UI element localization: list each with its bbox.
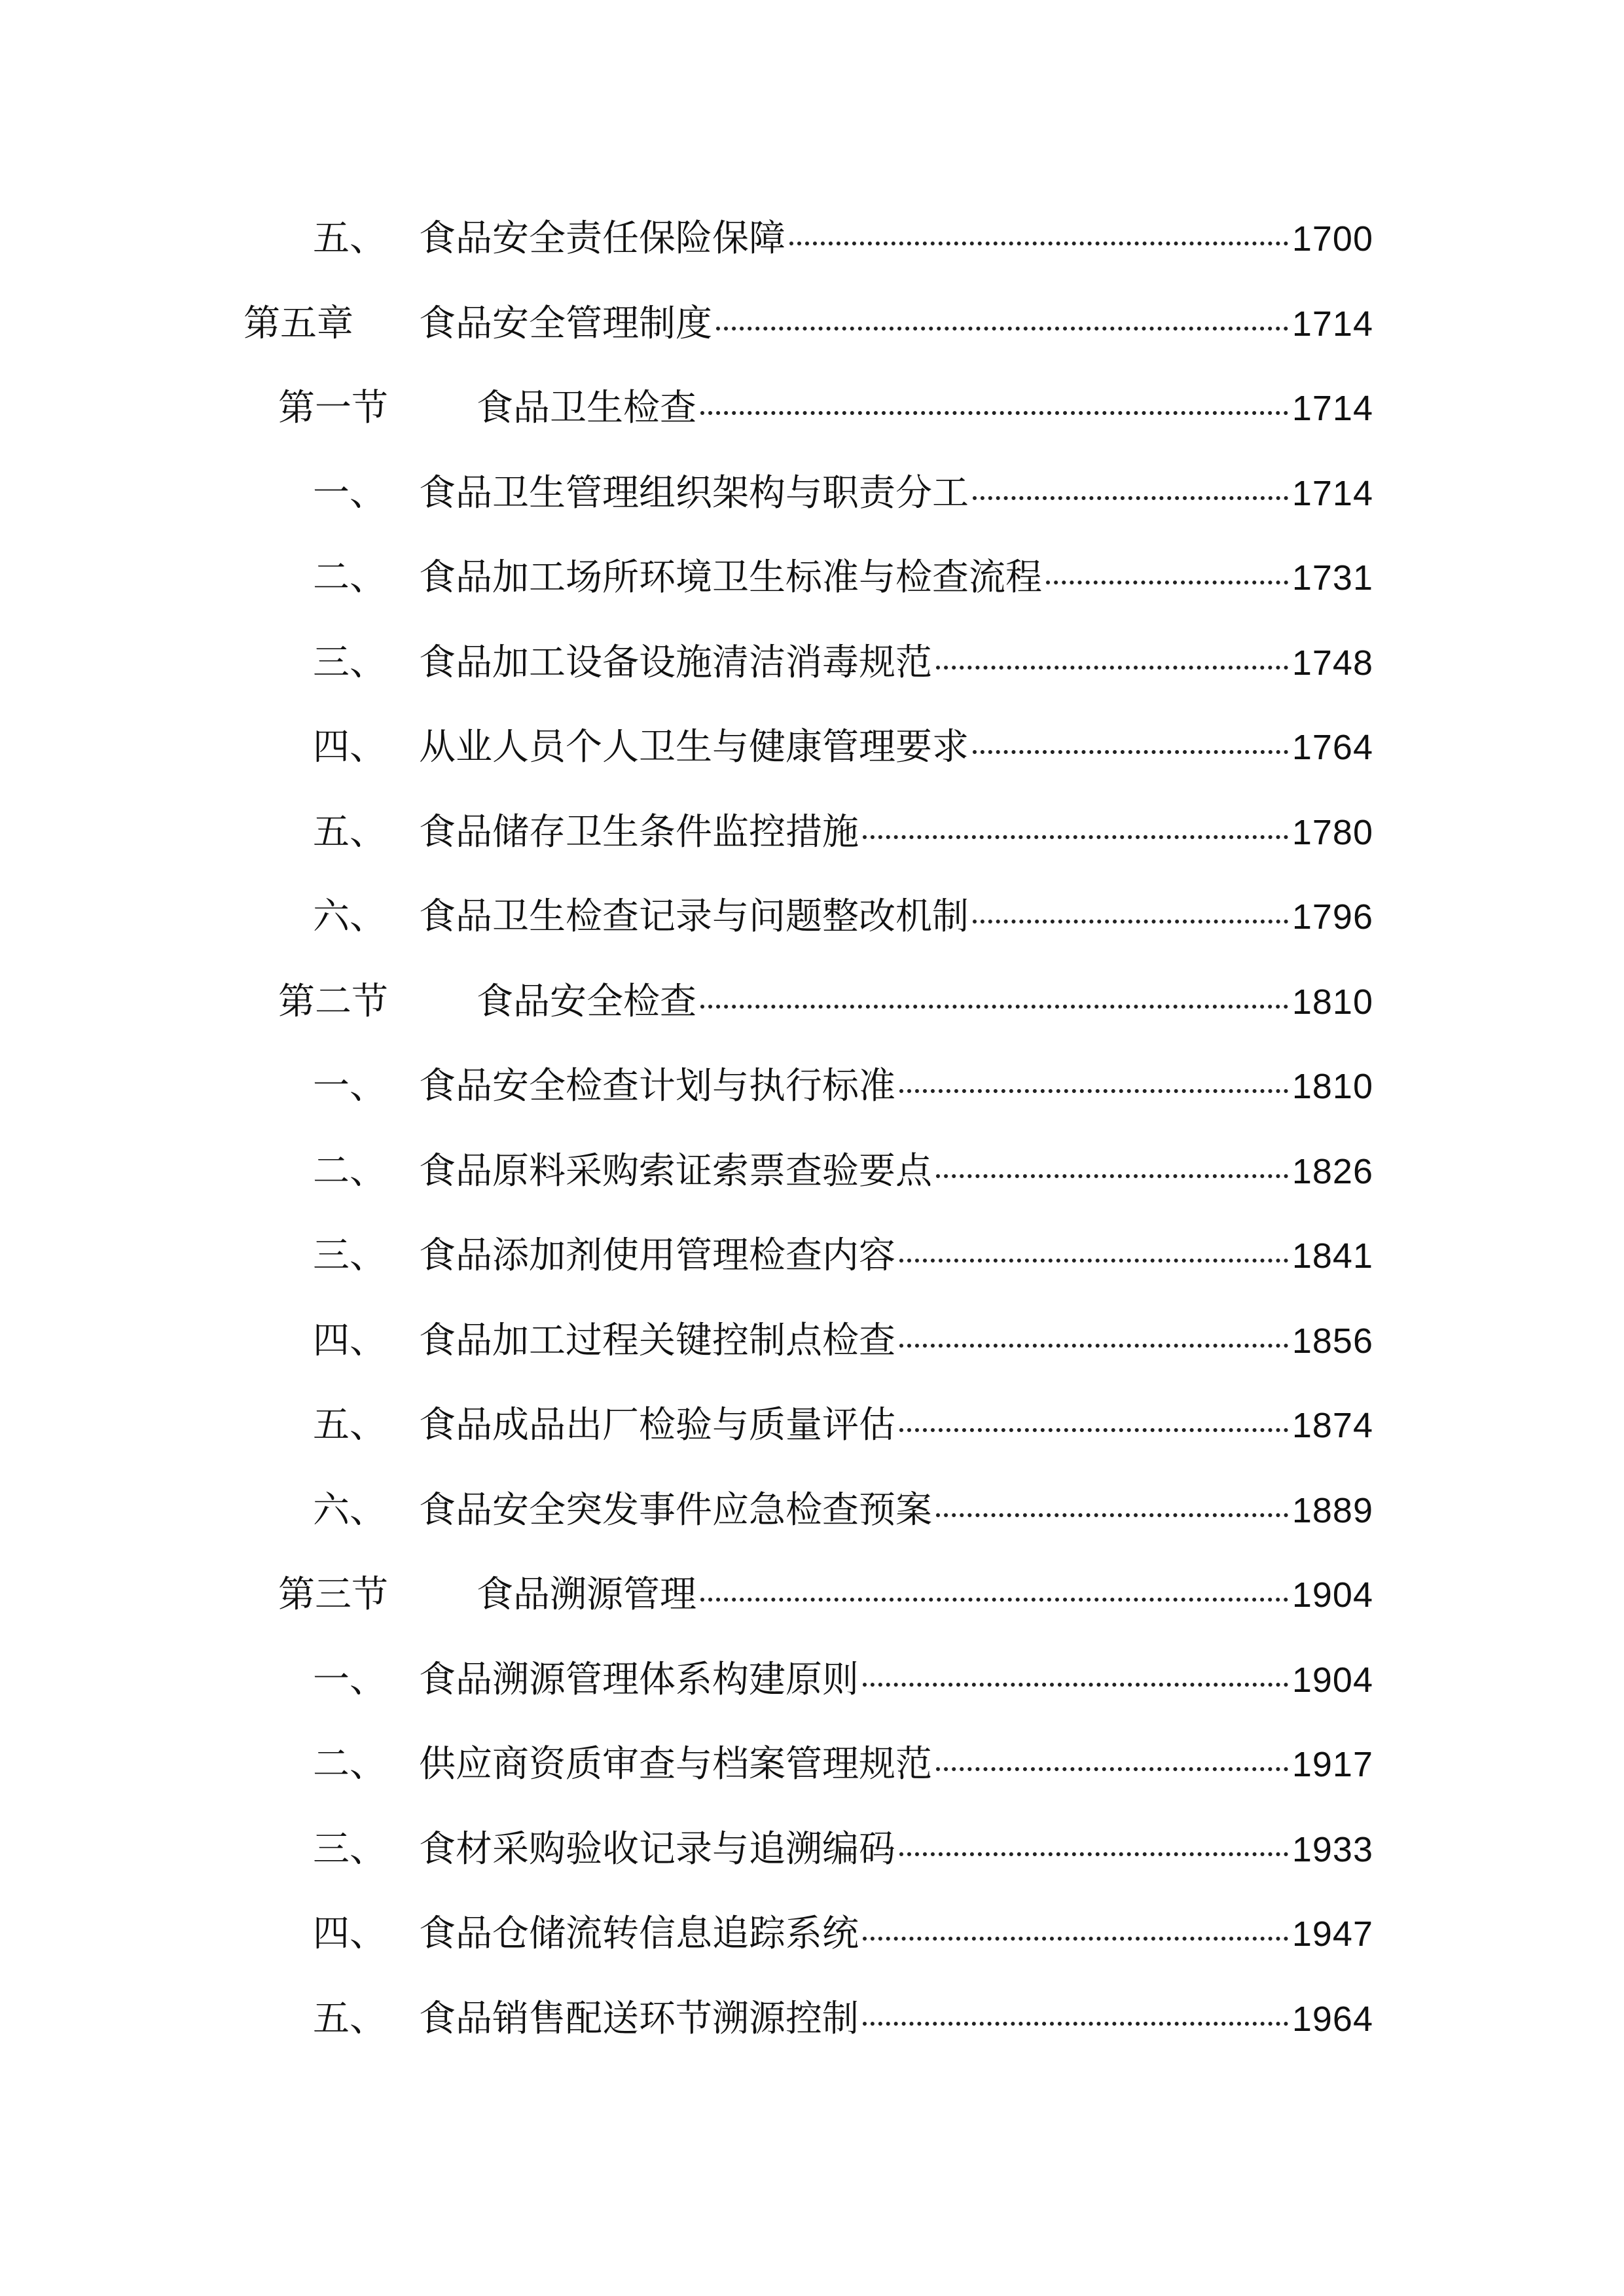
toc-dot-leader	[863, 1683, 1288, 1687]
toc-entry-label: 四、	[313, 726, 386, 768]
toc-entry-title: 食品销售配送环节溯源控制	[419, 1998, 859, 2040]
toc-entry-row	[477, 372, 1373, 444]
toc-entry[interactable]	[0, 1390, 1624, 1462]
toc-entry-page-number: 1904	[1291, 1575, 1373, 1615]
toc-entry-page-number: 1841	[1291, 1236, 1373, 1276]
toc-entry-title: 供应商资质审查与档案管理规范	[419, 1743, 932, 1785]
toc-entry-label: 第一节	[278, 387, 388, 429]
toc-entry[interactable]	[0, 288, 1624, 360]
toc-entry-label: 二、	[313, 1150, 386, 1193]
toc-entry-title: 从业人员个人卫生与健康管理要求	[419, 726, 969, 768]
toc-entry-label: 四、	[313, 1912, 386, 1955]
toc-entry-title: 食品安全检查	[477, 980, 696, 1023]
toc-entry-row	[477, 1559, 1373, 1631]
toc-entry-title: 食品储存卫生条件监控措施	[419, 811, 859, 853]
toc-entry[interactable]	[0, 1983, 1624, 2055]
toc-entry-row	[419, 457, 1373, 529]
toc-entry-label: 三、	[313, 1828, 386, 1871]
toc-entry-row	[419, 1220, 1373, 1292]
toc-entry[interactable]	[0, 1220, 1624, 1292]
toc-entry-label: 一、	[313, 1065, 386, 1107]
toc-entry-label: 二、	[313, 556, 386, 599]
toc-entry-page-number: 1947	[1291, 1914, 1373, 1954]
toc-entry[interactable]	[0, 1559, 1624, 1631]
toc-dot-leader	[973, 496, 1288, 500]
toc-entry-label: 三、	[313, 1234, 386, 1277]
toc-dot-leader	[899, 1089, 1288, 1093]
toc-dot-leader	[789, 242, 1288, 245]
toc-entry-page-number: 1764	[1291, 728, 1373, 767]
toc-entry-label: 五、	[313, 1404, 386, 1446]
toc-entry-title: 食品仓储流转信息追踪系统	[419, 1912, 859, 1955]
toc-entry-label: 二、	[313, 1743, 386, 1785]
toc-dot-leader	[700, 1598, 1288, 1602]
toc-entry-row	[419, 1983, 1373, 2055]
toc-entry-row	[419, 1050, 1373, 1122]
toc-dot-leader	[936, 1174, 1288, 1178]
toc-entry-title: 食品添加剂使用管理检查内容	[419, 1234, 895, 1277]
toc-dot-leader	[899, 1259, 1288, 1263]
toc-dot-leader	[936, 666, 1288, 670]
toc-entry-label: 五、	[313, 1998, 386, 2040]
toc-entry[interactable]	[0, 711, 1624, 783]
toc-dot-leader	[863, 835, 1288, 839]
toc-entry-title: 食品加工过程关键控制点检查	[419, 1319, 895, 1362]
toc-entry-title: 食品卫生检查	[477, 387, 696, 429]
toc-entry-page-number: 1748	[1291, 643, 1373, 683]
toc-entry-title: 食品安全突发事件应急检查预案	[419, 1489, 932, 1532]
toc-entry-title: 食品卫生检查记录与问题整改机制	[419, 895, 969, 938]
toc-entry-page-number: 1714	[1291, 389, 1373, 428]
toc-dot-leader	[936, 1513, 1288, 1517]
toc-entry-label: 一、	[313, 472, 386, 514]
toc-dot-leader	[899, 1344, 1288, 1348]
toc-dot-leader	[700, 411, 1288, 415]
toc-entry[interactable]	[0, 797, 1624, 869]
toc-entry-label: 三、	[313, 641, 386, 684]
toc-entry-row	[419, 627, 1373, 699]
toc-entry[interactable]	[0, 203, 1624, 275]
toc-entry-page-number: 1714	[1291, 304, 1373, 344]
toc-entry-row	[419, 1475, 1373, 1547]
toc-entry-label: 五、	[313, 217, 386, 260]
toc-entry-label: 四、	[313, 1319, 386, 1362]
toc-entry-title: 食品原料采购索证索票查验要点	[419, 1150, 932, 1193]
toc-entry[interactable]	[0, 1814, 1624, 1886]
toc-entry-title: 食品溯源管理	[477, 1573, 696, 1616]
toc-entry-row	[419, 288, 1373, 360]
toc-entry[interactable]	[0, 1898, 1624, 1970]
toc-entry-page-number: 1874	[1291, 1406, 1373, 1445]
toc-dot-leader	[716, 327, 1288, 331]
toc-entry-label: 第五章	[244, 302, 353, 345]
toc-entry-row	[419, 1644, 1373, 1716]
toc-entry-page-number: 1731	[1291, 558, 1373, 598]
toc-entry-title: 食材采购验收记录与追溯编码	[419, 1828, 895, 1871]
toc-entry-row	[419, 1390, 1373, 1462]
toc-entry-label: 第三节	[278, 1573, 388, 1616]
toc-entry-title: 食品卫生管理组织架构与职责分工	[419, 472, 969, 514]
toc-entry-title: 食品安全管理制度	[419, 302, 712, 345]
toc-dot-leader	[1046, 581, 1288, 584]
toc-entry[interactable]	[0, 1050, 1624, 1122]
toc-entry-row	[419, 542, 1373, 614]
toc-entry-title: 食品成品出厂检验与质量评估	[419, 1404, 895, 1446]
toc-entry-label: 五、	[313, 811, 386, 853]
toc-entry-page-number: 1796	[1291, 897, 1373, 937]
toc-entry[interactable]	[0, 1475, 1624, 1547]
toc-entry-page-number: 1700	[1291, 219, 1373, 259]
toc-entry-label: 六、	[313, 1489, 386, 1532]
toc-entry-row	[419, 1136, 1373, 1208]
toc-entry-page-number: 1826	[1291, 1152, 1373, 1191]
toc-entry-page-number: 1780	[1291, 813, 1373, 852]
toc-entry-page-number: 1889	[1291, 1491, 1373, 1530]
toc-entry-page-number: 1810	[1291, 1067, 1373, 1106]
toc-entry-title: 食品加工场所环境卫生标准与检查流程	[419, 556, 1042, 599]
toc-entry[interactable]	[0, 372, 1624, 444]
toc-dot-leader	[863, 2022, 1288, 2026]
toc-entry-title: 食品安全责任保险保障	[419, 217, 785, 260]
toc-entry[interactable]	[0, 627, 1624, 699]
toc-entry[interactable]	[0, 966, 1624, 1038]
toc-entry-label: 六、	[313, 895, 386, 938]
toc-entry-row	[419, 797, 1373, 869]
toc-entry-row	[419, 203, 1373, 275]
toc-entry-row	[419, 1898, 1373, 1970]
toc-entry[interactable]	[0, 1305, 1624, 1377]
toc-entry-row	[419, 881, 1373, 953]
toc-entry[interactable]	[0, 881, 1624, 953]
toc-entry-row	[419, 1305, 1373, 1377]
toc-entry[interactable]	[0, 1644, 1624, 1716]
toc-dot-leader	[899, 1428, 1288, 1432]
toc-entry-title: 食品溯源管理体系构建原则	[419, 1659, 859, 1701]
toc-entry-label: 第二节	[278, 980, 388, 1023]
toc-entry-page-number: 1856	[1291, 1321, 1373, 1361]
toc-entry-title: 食品安全检查计划与执行标准	[419, 1065, 895, 1107]
toc-entry-label: 一、	[313, 1659, 386, 1701]
toc-entry-row	[419, 1814, 1373, 1886]
toc-entry-row	[419, 711, 1373, 783]
toc-dot-leader	[973, 750, 1288, 754]
toc-dot-leader	[899, 1852, 1288, 1856]
toc-entry-page-number: 1964	[1291, 2000, 1373, 2039]
toc-entry[interactable]	[0, 542, 1624, 614]
toc-entry[interactable]	[0, 457, 1624, 529]
toc-entry-page-number: 1933	[1291, 1830, 1373, 1869]
toc-entry[interactable]	[0, 1729, 1624, 1801]
toc-dot-leader	[936, 1767, 1288, 1771]
toc-entry-page-number: 1904	[1291, 1660, 1373, 1700]
toc-entry-row	[419, 1729, 1373, 1801]
toc-entry[interactable]	[0, 1136, 1624, 1208]
toc-dot-leader	[863, 1937, 1288, 1941]
toc-entry-page-number: 1810	[1291, 982, 1373, 1022]
toc-entry-row	[477, 966, 1373, 1038]
toc-entry-page-number: 1917	[1291, 1745, 1373, 1784]
toc-dot-leader	[700, 1005, 1288, 1009]
toc-dot-leader	[973, 920, 1288, 924]
toc-entry-title: 食品加工设备设施清洁消毒规范	[419, 641, 932, 684]
toc-entry-page-number: 1714	[1291, 474, 1373, 513]
